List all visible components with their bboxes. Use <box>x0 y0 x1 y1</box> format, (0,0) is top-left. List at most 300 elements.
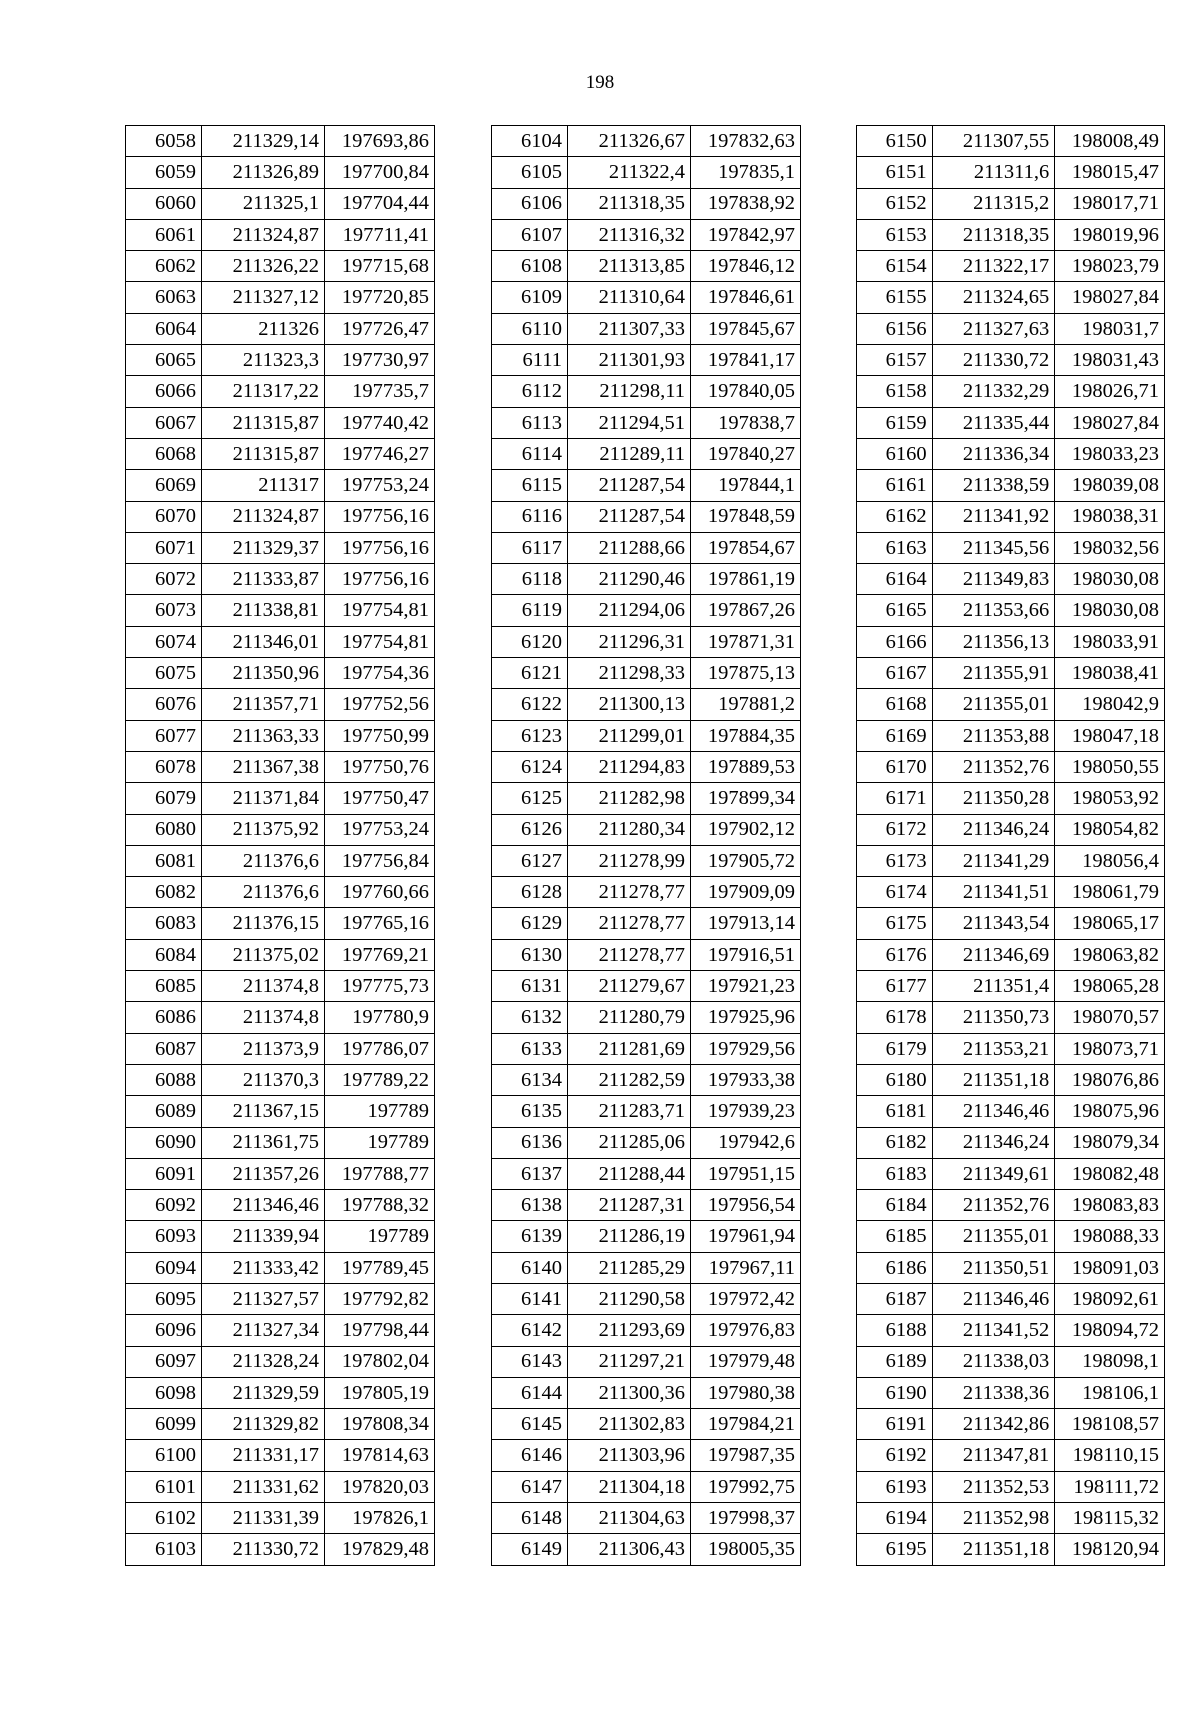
x-coordinate-cell: 211294,83 <box>568 751 691 782</box>
x-coordinate-cell: 211357,71 <box>202 689 325 720</box>
table-row <box>126 564 435 595</box>
point-number-cell: 6153 <box>857 219 933 250</box>
x-coordinate-cell: 211346,46 <box>932 1283 1055 1314</box>
y-coordinate-cell: 198042,9 <box>1055 689 1165 720</box>
y-coordinate-cell: 197844,1 <box>691 470 801 501</box>
table-row <box>492 438 801 469</box>
y-coordinate-cell: 198027,84 <box>1055 407 1165 438</box>
table-row <box>492 407 801 438</box>
x-coordinate-cell: 211351,18 <box>932 1534 1055 1565</box>
point-number-cell: 6170 <box>857 751 933 782</box>
y-coordinate-cell: 197789,22 <box>325 1064 435 1095</box>
y-coordinate-cell: 197929,56 <box>691 1033 801 1064</box>
point-number-cell: 6187 <box>857 1283 933 1314</box>
y-coordinate-cell: 197740,42 <box>325 407 435 438</box>
point-number-cell: 6138 <box>492 1190 568 1221</box>
x-coordinate-cell: 211315,87 <box>202 407 325 438</box>
x-coordinate-cell: 211355,91 <box>932 658 1055 689</box>
x-coordinate-cell: 211316,32 <box>568 219 691 250</box>
table-row <box>492 626 801 657</box>
table-row <box>126 157 435 188</box>
table-row <box>126 407 435 438</box>
point-number-cell: 6090 <box>126 1127 202 1158</box>
x-coordinate-cell: 211333,87 <box>202 564 325 595</box>
y-coordinate-cell: 197871,31 <box>691 626 801 657</box>
table-row <box>857 1064 1165 1095</box>
y-coordinate-cell: 198065,17 <box>1055 908 1165 939</box>
point-number-cell: 6087 <box>126 1033 202 1064</box>
point-number-cell: 6156 <box>857 313 933 344</box>
y-coordinate-cell: 197829,48 <box>325 1534 435 1565</box>
x-coordinate-cell: 211341,51 <box>932 877 1055 908</box>
x-coordinate-cell: 211350,28 <box>932 783 1055 814</box>
table-row <box>857 1283 1165 1314</box>
point-number-cell: 6083 <box>126 908 202 939</box>
y-coordinate-cell: 198008,49 <box>1055 126 1165 157</box>
y-coordinate-cell: 197750,47 <box>325 783 435 814</box>
point-number-cell: 6133 <box>492 1033 568 1064</box>
table-row <box>857 188 1165 219</box>
y-coordinate-cell: 197720,85 <box>325 282 435 313</box>
x-coordinate-cell: 211352,76 <box>932 1190 1055 1221</box>
point-number-cell: 6129 <box>492 908 568 939</box>
table-row <box>857 626 1165 657</box>
point-number-cell: 6149 <box>492 1534 568 1565</box>
point-number-cell: 6172 <box>857 814 933 845</box>
x-coordinate-cell: 211346,01 <box>202 626 325 657</box>
table-row <box>492 595 801 626</box>
point-number-cell: 6189 <box>857 1346 933 1377</box>
point-number-cell: 6065 <box>126 345 202 376</box>
y-coordinate-cell: 197979,48 <box>691 1346 801 1377</box>
y-coordinate-cell: 198056,4 <box>1055 845 1165 876</box>
x-coordinate-cell: 211338,81 <box>202 595 325 626</box>
table-row <box>857 1346 1165 1377</box>
y-coordinate-cell: 197711,41 <box>325 219 435 250</box>
point-number-cell: 6120 <box>492 626 568 657</box>
table-row <box>857 751 1165 782</box>
y-coordinate-cell: 198030,08 <box>1055 564 1165 595</box>
y-coordinate-cell: 197753,24 <box>325 470 435 501</box>
x-coordinate-cell: 211315,2 <box>932 188 1055 219</box>
x-coordinate-cell: 211325,1 <box>202 188 325 219</box>
y-coordinate-cell: 197786,07 <box>325 1033 435 1064</box>
y-coordinate-cell: 197899,34 <box>691 783 801 814</box>
table-row <box>857 971 1165 1002</box>
point-number-cell: 6113 <box>492 407 568 438</box>
point-number-cell: 6068 <box>126 438 202 469</box>
table-row <box>857 658 1165 689</box>
point-number-cell: 6155 <box>857 282 933 313</box>
table-row <box>126 126 435 157</box>
y-coordinate-cell: 197756,16 <box>325 501 435 532</box>
table-row <box>492 1221 801 1252</box>
x-coordinate-cell: 211293,69 <box>568 1315 691 1346</box>
x-coordinate-cell: 211324,87 <box>202 501 325 532</box>
table-row <box>857 1503 1165 1534</box>
table-row <box>492 1377 801 1408</box>
table-row <box>857 783 1165 814</box>
coordinate-tables <box>125 125 1165 1561</box>
point-number-cell: 6073 <box>126 595 202 626</box>
point-number-cell: 6186 <box>857 1252 933 1283</box>
point-number-cell: 6176 <box>857 939 933 970</box>
table-row <box>857 532 1165 563</box>
y-coordinate-cell: 198076,86 <box>1055 1064 1165 1095</box>
y-coordinate-cell: 197840,05 <box>691 376 801 407</box>
table-row <box>126 1409 435 1440</box>
point-number-cell: 6102 <box>126 1503 202 1534</box>
y-coordinate-cell: 197726,47 <box>325 313 435 344</box>
point-number-cell: 6147 <box>492 1471 568 1502</box>
table-row <box>492 564 801 595</box>
y-coordinate-cell: 197884,35 <box>691 720 801 751</box>
point-number-cell: 6161 <box>857 470 933 501</box>
table-row <box>857 1158 1165 1189</box>
y-coordinate-cell: 198092,61 <box>1055 1283 1165 1314</box>
table-row <box>126 1346 435 1377</box>
y-coordinate-cell: 197754,81 <box>325 595 435 626</box>
y-coordinate-cell: 197980,38 <box>691 1377 801 1408</box>
point-number-cell: 6063 <box>126 282 202 313</box>
table-row <box>126 720 435 751</box>
x-coordinate-cell: 211327,63 <box>932 313 1055 344</box>
x-coordinate-cell: 211346,24 <box>932 1127 1055 1158</box>
point-number-cell: 6185 <box>857 1221 933 1252</box>
table-row <box>126 877 435 908</box>
x-coordinate-cell: 211353,66 <box>932 595 1055 626</box>
y-coordinate-cell: 197961,94 <box>691 1221 801 1252</box>
table-row <box>126 1158 435 1189</box>
x-coordinate-cell: 211307,33 <box>568 313 691 344</box>
point-number-cell: 6062 <box>126 251 202 282</box>
point-number-cell: 6082 <box>126 877 202 908</box>
y-coordinate-cell: 198120,94 <box>1055 1534 1165 1565</box>
y-coordinate-cell: 197835,1 <box>691 157 801 188</box>
x-coordinate-cell: 211282,59 <box>568 1064 691 1095</box>
x-coordinate-cell: 211367,15 <box>202 1096 325 1127</box>
table-row <box>492 1002 801 1033</box>
point-number-cell: 6150 <box>857 126 933 157</box>
y-coordinate-cell: 198088,33 <box>1055 1221 1165 1252</box>
table-row <box>857 438 1165 469</box>
point-number-cell: 6077 <box>126 720 202 751</box>
y-coordinate-cell: 197842,97 <box>691 219 801 250</box>
y-coordinate-cell: 198110,15 <box>1055 1440 1165 1471</box>
table-row <box>857 1471 1165 1502</box>
x-coordinate-cell: 211282,98 <box>568 783 691 814</box>
y-coordinate-cell: 198111,72 <box>1055 1471 1165 1502</box>
y-coordinate-cell: 197846,12 <box>691 251 801 282</box>
point-number-cell: 6092 <box>126 1190 202 1221</box>
point-number-cell: 6175 <box>857 908 933 939</box>
table-row <box>492 1033 801 1064</box>
point-number-cell: 6134 <box>492 1064 568 1095</box>
table-row <box>492 470 801 501</box>
y-coordinate-cell: 198031,43 <box>1055 345 1165 376</box>
table-row <box>126 1503 435 1534</box>
table-row <box>857 1252 1165 1283</box>
x-coordinate-cell: 211335,44 <box>932 407 1055 438</box>
y-coordinate-cell: 198094,72 <box>1055 1315 1165 1346</box>
table-row <box>126 251 435 282</box>
table-row <box>492 126 801 157</box>
x-coordinate-cell: 211350,73 <box>932 1002 1055 1033</box>
x-coordinate-cell: 211306,43 <box>568 1534 691 1565</box>
y-coordinate-cell: 198047,18 <box>1055 720 1165 751</box>
x-coordinate-cell: 211285,06 <box>568 1127 691 1158</box>
table-row <box>492 251 801 282</box>
point-number-cell: 6085 <box>126 971 202 1002</box>
y-coordinate-cell: 197814,63 <box>325 1440 435 1471</box>
y-coordinate-cell: 198091,03 <box>1055 1252 1165 1283</box>
x-coordinate-cell: 211341,29 <box>932 845 1055 876</box>
x-coordinate-cell: 211278,99 <box>568 845 691 876</box>
x-coordinate-cell: 211356,13 <box>932 626 1055 657</box>
table-row <box>126 1283 435 1314</box>
x-coordinate-cell: 211350,51 <box>932 1252 1055 1283</box>
y-coordinate-cell: 197976,83 <box>691 1315 801 1346</box>
y-coordinate-cell: 197861,19 <box>691 564 801 595</box>
point-number-cell: 6123 <box>492 720 568 751</box>
point-number-cell: 6160 <box>857 438 933 469</box>
table-row <box>857 939 1165 970</box>
x-coordinate-cell: 211307,55 <box>932 126 1055 157</box>
table-row <box>126 595 435 626</box>
point-number-cell: 6142 <box>492 1315 568 1346</box>
y-coordinate-cell: 197756,84 <box>325 845 435 876</box>
table-row <box>857 1534 1165 1565</box>
point-number-cell: 6103 <box>126 1534 202 1565</box>
page-number: 198 <box>585 72 615 93</box>
x-coordinate-cell: 211330,72 <box>202 1534 325 1565</box>
y-coordinate-cell: 197789 <box>325 1096 435 1127</box>
table-row <box>492 313 801 344</box>
x-coordinate-cell: 211357,26 <box>202 1158 325 1189</box>
y-coordinate-cell: 197754,36 <box>325 658 435 689</box>
x-coordinate-cell: 211303,96 <box>568 1440 691 1471</box>
table-row <box>126 971 435 1002</box>
y-coordinate-cell: 197881,2 <box>691 689 801 720</box>
point-number-cell: 6121 <box>492 658 568 689</box>
y-coordinate-cell: 198054,82 <box>1055 814 1165 845</box>
table-row <box>126 908 435 939</box>
point-number-cell: 6060 <box>126 188 202 219</box>
y-coordinate-cell: 198019,96 <box>1055 219 1165 250</box>
point-number-cell: 6127 <box>492 845 568 876</box>
table-row <box>126 470 435 501</box>
y-coordinate-cell: 197845,67 <box>691 313 801 344</box>
table-row <box>857 157 1165 188</box>
table-row <box>857 282 1165 313</box>
x-coordinate-cell: 211374,8 <box>202 971 325 1002</box>
point-number-cell: 6194 <box>857 1503 933 1534</box>
coordinate-table-1 <box>125 125 435 1566</box>
x-coordinate-cell: 211326,22 <box>202 251 325 282</box>
y-coordinate-cell: 198053,92 <box>1055 783 1165 814</box>
table-row <box>492 1534 801 1565</box>
table-row <box>126 376 435 407</box>
x-coordinate-cell: 211317 <box>202 470 325 501</box>
x-coordinate-cell: 211346,46 <box>932 1096 1055 1127</box>
table-row <box>126 751 435 782</box>
x-coordinate-cell: 211343,54 <box>932 908 1055 939</box>
y-coordinate-cell: 197905,72 <box>691 845 801 876</box>
table-row <box>126 1252 435 1283</box>
table-row <box>857 1221 1165 1252</box>
y-coordinate-cell: 197998,37 <box>691 1503 801 1534</box>
point-number-cell: 6074 <box>126 626 202 657</box>
point-number-cell: 6146 <box>492 1440 568 1471</box>
x-coordinate-cell: 211329,14 <box>202 126 325 157</box>
x-coordinate-cell: 211327,34 <box>202 1315 325 1346</box>
table-row <box>492 1096 801 1127</box>
table-row <box>857 689 1165 720</box>
point-number-cell: 6169 <box>857 720 933 751</box>
point-number-cell: 6171 <box>857 783 933 814</box>
point-number-cell: 6109 <box>492 282 568 313</box>
y-coordinate-cell: 197788,77 <box>325 1158 435 1189</box>
y-coordinate-cell: 197730,97 <box>325 345 435 376</box>
table-row <box>126 532 435 563</box>
y-coordinate-cell: 198031,7 <box>1055 313 1165 344</box>
table-row <box>492 345 801 376</box>
point-number-cell: 6165 <box>857 595 933 626</box>
table-row <box>857 313 1165 344</box>
y-coordinate-cell: 197967,11 <box>691 1252 801 1283</box>
point-number-cell: 6072 <box>126 564 202 595</box>
point-number-cell: 6126 <box>492 814 568 845</box>
point-number-cell: 6061 <box>126 219 202 250</box>
point-number-cell: 6132 <box>492 1002 568 1033</box>
x-coordinate-cell: 211280,34 <box>568 814 691 845</box>
y-coordinate-cell: 197746,27 <box>325 438 435 469</box>
table-row <box>126 1221 435 1252</box>
y-coordinate-cell: 197735,7 <box>325 376 435 407</box>
y-coordinate-cell: 198015,47 <box>1055 157 1165 188</box>
y-coordinate-cell: 197715,68 <box>325 251 435 282</box>
point-number-cell: 6067 <box>126 407 202 438</box>
x-coordinate-cell: 211283,71 <box>568 1096 691 1127</box>
table-row <box>857 845 1165 876</box>
table-row <box>126 1033 435 1064</box>
point-number-cell: 6075 <box>126 658 202 689</box>
point-number-cell: 6158 <box>857 376 933 407</box>
point-number-cell: 6188 <box>857 1315 933 1346</box>
point-number-cell: 6096 <box>126 1315 202 1346</box>
table-row <box>857 1190 1165 1221</box>
point-number-cell: 6131 <box>492 971 568 1002</box>
y-coordinate-cell: 197913,14 <box>691 908 801 939</box>
x-coordinate-cell: 211331,39 <box>202 1503 325 1534</box>
table-row <box>126 1440 435 1471</box>
y-coordinate-cell: 197848,59 <box>691 501 801 532</box>
table-row <box>492 689 801 720</box>
x-coordinate-cell: 211349,83 <box>932 564 1055 595</box>
x-coordinate-cell: 211326,67 <box>568 126 691 157</box>
table-row <box>126 1534 435 1565</box>
x-coordinate-cell: 211318,35 <box>932 219 1055 250</box>
x-coordinate-cell: 211294,51 <box>568 407 691 438</box>
point-number-cell: 6191 <box>857 1409 933 1440</box>
y-coordinate-cell: 197752,56 <box>325 689 435 720</box>
y-coordinate-cell: 197942,6 <box>691 1127 801 1158</box>
x-coordinate-cell: 211341,52 <box>932 1315 1055 1346</box>
table-row <box>857 814 1165 845</box>
table-row <box>126 658 435 689</box>
table-row <box>857 1377 1165 1408</box>
point-number-cell: 6173 <box>857 845 933 876</box>
x-coordinate-cell: 211278,77 <box>568 908 691 939</box>
x-coordinate-cell: 211300,36 <box>568 1377 691 1408</box>
x-coordinate-cell: 211302,83 <box>568 1409 691 1440</box>
table-row <box>857 376 1165 407</box>
point-number-cell: 6195 <box>857 1534 933 1565</box>
point-number-cell: 6139 <box>492 1221 568 1252</box>
y-coordinate-cell: 198033,23 <box>1055 438 1165 469</box>
x-coordinate-cell: 211373,9 <box>202 1033 325 1064</box>
x-coordinate-cell: 211318,35 <box>568 188 691 219</box>
point-number-cell: 6107 <box>492 219 568 250</box>
table-row <box>857 251 1165 282</box>
x-coordinate-cell: 211346,69 <box>932 939 1055 970</box>
table-row <box>492 877 801 908</box>
table-row <box>492 1064 801 1095</box>
y-coordinate-cell: 197769,21 <box>325 939 435 970</box>
y-coordinate-cell: 197992,75 <box>691 1471 801 1502</box>
table-row <box>126 1315 435 1346</box>
x-coordinate-cell: 211329,37 <box>202 532 325 563</box>
y-coordinate-cell: 198075,96 <box>1055 1096 1165 1127</box>
x-coordinate-cell: 211346,24 <box>932 814 1055 845</box>
y-coordinate-cell: 197808,34 <box>325 1409 435 1440</box>
x-coordinate-cell: 211375,92 <box>202 814 325 845</box>
x-coordinate-cell: 211281,69 <box>568 1033 691 1064</box>
x-coordinate-cell: 211374,8 <box>202 1002 325 1033</box>
table-row <box>126 1096 435 1127</box>
y-coordinate-cell: 197841,17 <box>691 345 801 376</box>
y-coordinate-cell: 197750,76 <box>325 751 435 782</box>
y-coordinate-cell: 197933,38 <box>691 1064 801 1095</box>
y-coordinate-cell: 197826,1 <box>325 1503 435 1534</box>
x-coordinate-cell: 211278,77 <box>568 939 691 970</box>
table-row <box>492 1158 801 1189</box>
table-row <box>126 219 435 250</box>
table-row <box>857 564 1165 595</box>
x-coordinate-cell: 211297,21 <box>568 1346 691 1377</box>
point-number-cell: 6091 <box>126 1158 202 1189</box>
x-coordinate-cell: 211327,57 <box>202 1283 325 1314</box>
point-number-cell: 6144 <box>492 1377 568 1408</box>
x-coordinate-cell: 211353,88 <box>932 720 1055 751</box>
x-coordinate-cell: 211315,87 <box>202 438 325 469</box>
point-number-cell: 6122 <box>492 689 568 720</box>
x-coordinate-cell: 211286,19 <box>568 1221 691 1252</box>
point-number-cell: 6162 <box>857 501 933 532</box>
x-coordinate-cell: 211324,65 <box>932 282 1055 313</box>
table-row <box>857 1440 1165 1471</box>
point-number-cell: 6100 <box>126 1440 202 1471</box>
point-number-cell: 6118 <box>492 564 568 595</box>
point-number-cell: 6119 <box>492 595 568 626</box>
x-coordinate-cell: 211355,01 <box>932 689 1055 720</box>
table-row <box>492 501 801 532</box>
table-row <box>492 1346 801 1377</box>
table-row <box>126 1127 435 1158</box>
point-number-cell: 6152 <box>857 188 933 219</box>
x-coordinate-cell: 211336,34 <box>932 438 1055 469</box>
table-row <box>126 282 435 313</box>
